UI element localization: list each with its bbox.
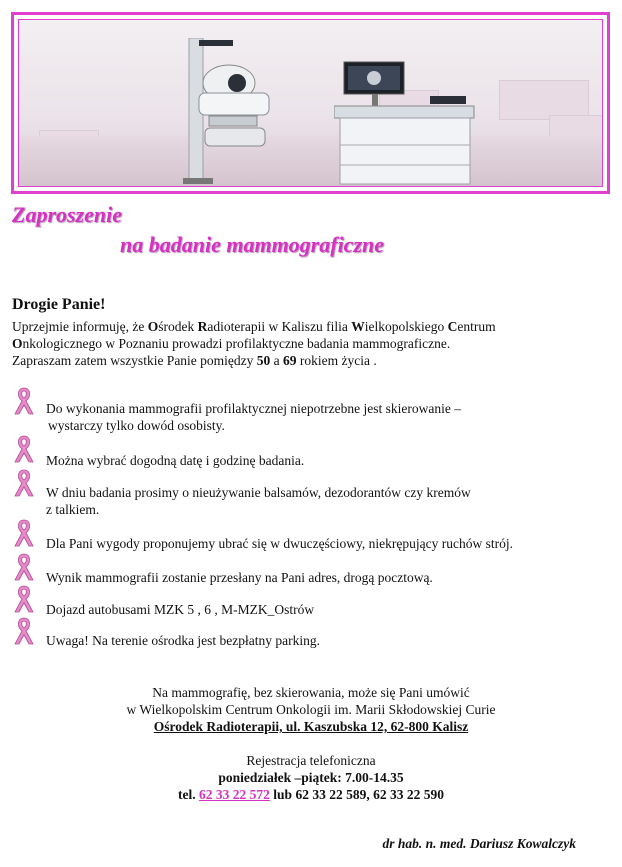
pink-ribbon-icon <box>12 434 36 464</box>
phone-line: tel. 62 33 22 572 lub 62 33 22 589, 62 33 22 590 <box>178 787 444 802</box>
address: Ośrodek Radioterapii, ul. Kaszubska 12, 62-800 Kalisz <box>153 719 469 734</box>
contact-line2: w Wielkopolskim Centrum Onkologii im. Marii Skłodowskiej Curie <box>126 702 496 717</box>
workstation-cart-icon <box>334 60 484 187</box>
mammography-equipment-photo <box>18 19 603 187</box>
pink-ribbon-icon <box>12 386 36 416</box>
salutation: Drogie Panie! <box>12 296 106 313</box>
office-hours: poniedziałek –piątek: 7.00-14.35 <box>218 770 404 785</box>
intro-paragraph: Uprzejmie informuję, że Ośrodek Radioterapii w Kaliszu filia Wielkopolskiego Centrum Onkologicznego w Poznaniu prowadzi profilaktyczne badania mammograficzne. Zapraszam zatem wszystkie Panie pomiędzy 50 a 69 rokiem życia . <box>12 319 496 368</box>
page-title-line2: na badanie mammograficzne <box>120 232 385 257</box>
page-title-line1: Zaproszenie <box>12 202 122 227</box>
signature: dr hab. n. med. Dariusz Kowalczyk <box>382 836 576 851</box>
mammography-unit-icon <box>169 38 279 187</box>
contact-line1: Na mammografię, bez skierowania, może się Pani umówić <box>152 685 470 700</box>
pink-ribbon-icon <box>12 468 36 498</box>
pink-ribbon-icon <box>12 616 36 646</box>
pink-ribbon-icon <box>12 518 36 548</box>
pink-ribbon-icon <box>12 552 36 582</box>
registration-title: Rejestracja telefoniczna <box>246 753 376 768</box>
banner-frame <box>11 12 610 194</box>
pink-ribbon-icon <box>12 584 36 614</box>
phone-main-link[interactable]: 62 33 22 572 <box>199 787 270 802</box>
